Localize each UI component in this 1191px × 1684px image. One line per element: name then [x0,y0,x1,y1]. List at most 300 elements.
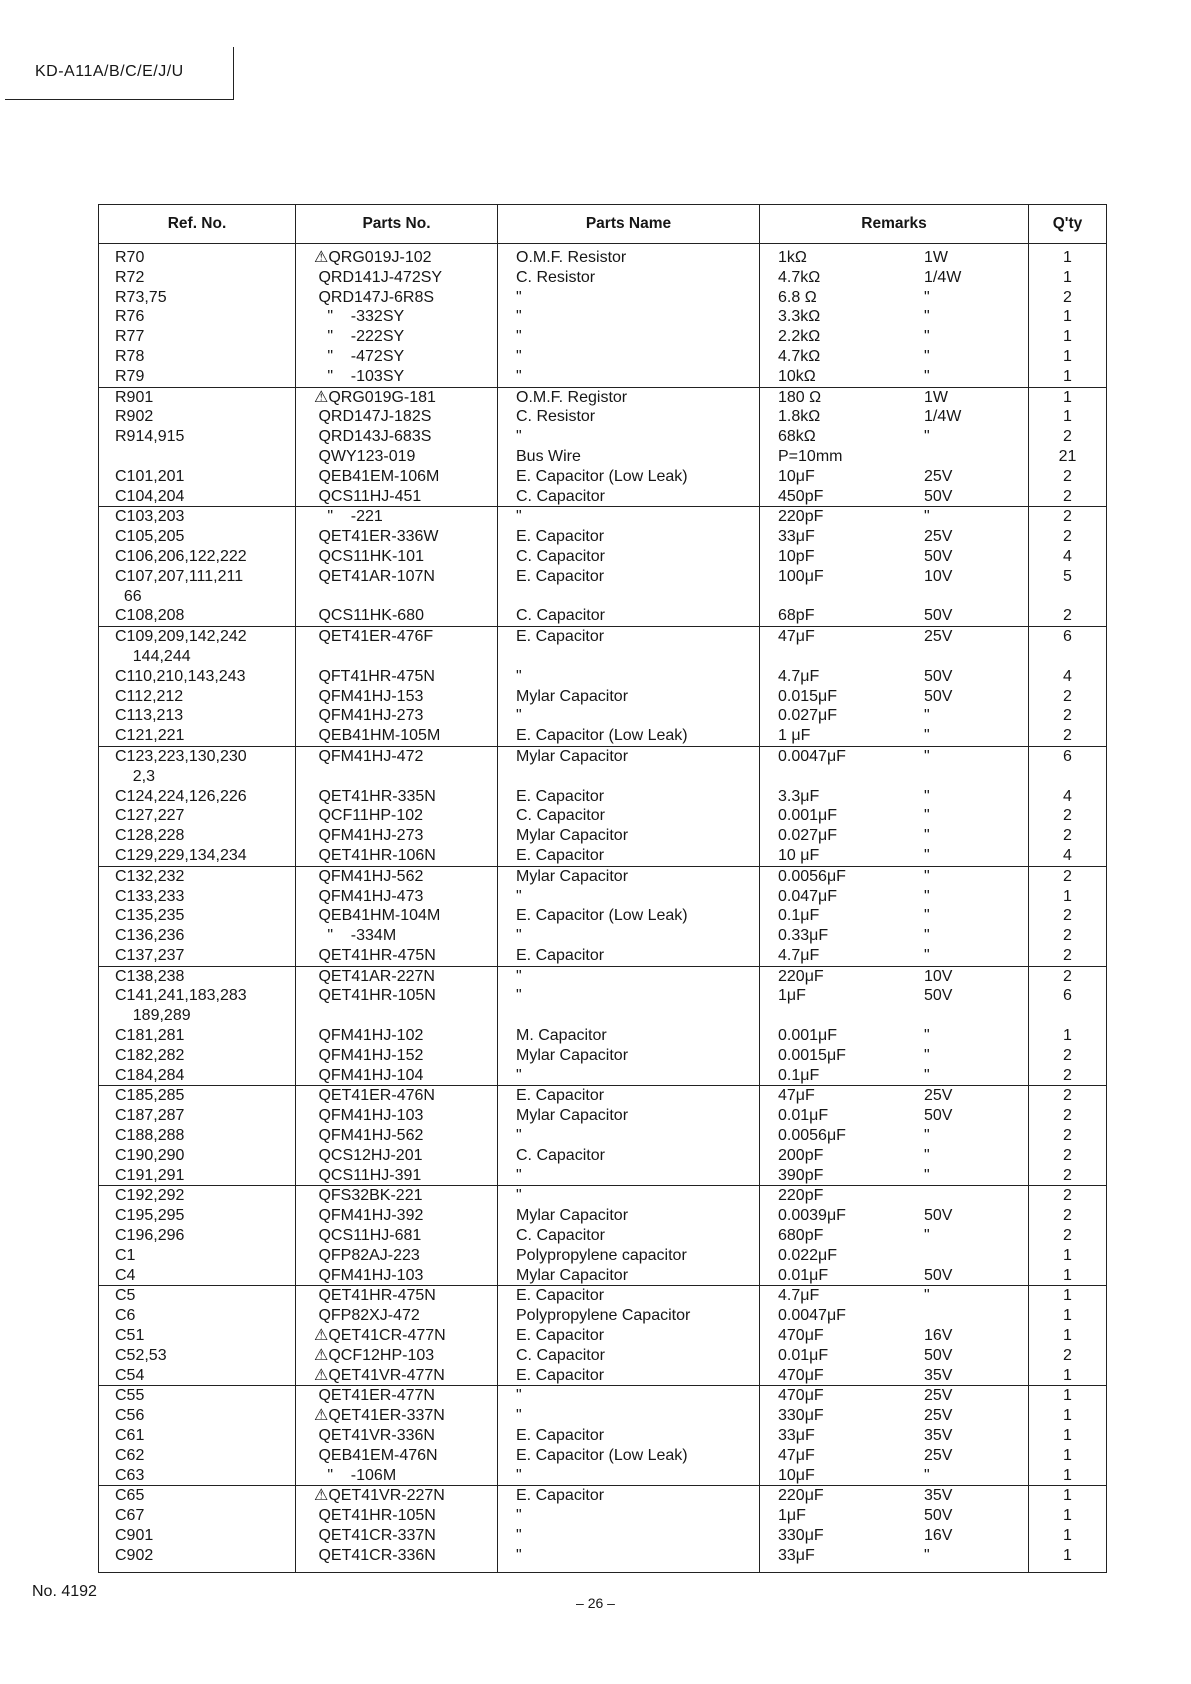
remarks-value: 33μF [778,528,815,546]
parts-name-cell: Mylar Capacitor [498,746,760,786]
remarks-value: 0.33μF [778,927,829,945]
remarks-rating: 50V [924,987,953,1005]
table-row [99,1406,1107,1426]
remarks-value: 0.001μF [778,807,838,825]
parts-no-cell: QFM41HJ-273 [296,706,498,726]
remarks-value: 10μF [778,1466,815,1484]
remarks-rating: " [924,1146,930,1164]
parts-name-cell: C. Capacitor [498,547,760,567]
ref-no-cell: C103,203 [99,507,296,527]
parts-name-cell: E. Capacitor [498,1086,760,1106]
parts-no-cell: ⚠QRG019G-181 [296,387,498,407]
parts-name-cell: C. Capacitor [498,1226,760,1246]
remarks-cell [760,487,1029,507]
remarks-value: 0.1μF [778,907,820,925]
ref-no-cell: C110,210,143,243 [99,667,296,687]
remarks-rating: " [924,367,930,385]
remarks-cell [760,627,1029,667]
table-row [99,726,1107,746]
qty-cell: 2 [1029,826,1107,846]
ref-no-cell: C185,285 [99,1086,296,1106]
qty-cell: 1 [1029,1286,1107,1306]
parts-no-cell: ⚠QET41CR-477N [296,1326,498,1346]
parts-name-cell: " [498,966,760,986]
remarks-rating: 50V [924,1207,953,1225]
ref-no-cell: C109,209,142,242 144,244 [99,627,296,667]
parts-name-cell: Mylar Capacitor [498,687,760,707]
ref-no-cell: C63 [99,1466,296,1486]
remarks-value: 470μF [778,1387,824,1405]
parts-name-cell: " [498,1386,760,1406]
table-row [99,667,1107,687]
parts-name-cell: C. Capacitor [498,1146,760,1166]
parts-name-cell: " [498,1406,760,1426]
qty-cell: 2 [1029,806,1107,826]
remarks-cell [760,1466,1029,1486]
parts-name-cell: " [498,367,760,387]
parts-name-cell: Mylar Capacitor [498,826,760,846]
qty-cell: 1 [1029,244,1107,268]
parts-no-cell: " -472SY [296,347,498,367]
ref-no-cell: R78 [99,347,296,367]
remarks-cell [760,527,1029,547]
parts-no-cell: QET41HR-106N [296,846,498,866]
model-box [5,47,234,100]
qty-cell: 4 [1029,667,1107,687]
table-row [99,1226,1107,1246]
remarks-rating: 35V [924,1487,953,1505]
qty-cell: 1 [1029,1246,1107,1266]
qty-cell: 1 [1029,327,1107,347]
parts-no-cell: QFM41HJ-152 [296,1046,498,1066]
remarks-rating: " [924,508,930,526]
remarks-cell [760,687,1029,707]
remarks-rating: 35V [924,1427,953,1445]
remarks-rating: 50V [924,1507,953,1525]
parts-name-cell: E. Capacitor [498,946,760,966]
remarks-value: 4.7μF [778,946,820,964]
parts-name-cell: Mylar Capacitor [498,1266,760,1286]
parts-name-cell: C. Resistor [498,268,760,288]
remarks-rating: " [924,927,930,945]
parts-no-cell: QET41HR-105N [296,1506,498,1526]
parts-name-cell: Polypropylene capacitor [498,1246,760,1266]
qty-cell: 1 [1029,268,1107,288]
remarks-value: 0.01μF [778,1107,829,1125]
parts-no-cell: ⚠QRG019J-102 [296,244,498,268]
parts-no-cell: QRD141J-472SY [296,268,498,288]
remarks-value: 6.8 Ω [778,288,817,306]
parts-name-cell: C. Resistor [498,407,760,427]
parts-no-cell: QCS11HJ-451 [296,487,498,507]
parts-name-cell: E. Capacitor [498,1486,760,1506]
ref-no-cell: C65 [99,1486,296,1506]
parts-name-cell: " [498,507,760,527]
remarks-value: 0.047μF [778,887,838,905]
remarks-cell [760,1486,1029,1506]
table-row [99,1206,1107,1226]
qty-cell: 2 [1029,706,1107,726]
remarks-value: 1μF [778,1507,806,1525]
table-row [99,467,1107,487]
parts-no-cell: QFM41HJ-153 [296,687,498,707]
remarks-rating: " [924,428,930,446]
parts-name-cell: " [498,1066,760,1086]
ref-no-cell: R902 [99,407,296,427]
remarks-value: 0.027μF [778,707,838,725]
remarks-value: 1μF [778,987,806,1005]
remarks-rating: 50V [924,1346,953,1364]
remarks-rating: 25V [924,1407,953,1425]
table-row [99,706,1107,726]
remarks-rating: " [924,347,930,365]
ref-no-cell: C123,223,130,230 2,3 [99,746,296,786]
parts-no-cell: QFM41HJ-103 [296,1106,498,1126]
qty-cell: 2 [1029,1346,1107,1366]
remarks-value: 68pF [778,607,815,625]
remarks-rating: 50V [924,1266,953,1284]
remarks-value: 220pF [778,508,824,526]
table-row [99,1146,1107,1166]
remarks-cell [760,926,1029,946]
qty-cell: 1 [1029,1546,1107,1572]
parts-name-cell: Mylar Capacitor [498,1046,760,1066]
ref-no-cell: R70 [99,244,296,268]
table-row [99,1486,1107,1506]
remarks-value: 0.022μF [778,1246,838,1264]
parts-name-cell: E. Capacitor [498,567,760,607]
remarks-value: 0.01μF [778,1346,829,1364]
remarks-rating: " [924,328,930,346]
table-row [99,1066,1107,1086]
remarks-cell [760,1146,1029,1166]
remarks-value: 4.7μF [778,1287,820,1305]
remarks-rating: 16V [924,1527,953,1544]
remarks-rating: 50V [924,1107,953,1125]
parts-no-cell: QRD147J-182S [296,407,498,427]
table-row [99,926,1107,946]
parts-name-cell: O.M.F. Registor [498,387,760,407]
ref-no-cell: C181,281 [99,1026,296,1046]
remarks-cell [760,1446,1029,1466]
qty-cell: 2 [1029,1106,1107,1126]
table-row [99,367,1107,387]
remarks-cell [760,1386,1029,1406]
parts-no-cell: QFM41HJ-102 [296,1026,498,1046]
remarks-cell [760,726,1029,746]
qty-cell: 1 [1029,1446,1107,1466]
remarks-cell [760,826,1029,846]
qty-cell: 6 [1029,986,1107,1026]
qty-cell: 4 [1029,787,1107,807]
ref-no-cell: R914,915 [99,427,296,447]
parts-no-cell: QFM41HJ-562 [296,866,498,886]
qty-cell: 2 [1029,606,1107,626]
remarks-cell [760,906,1029,926]
remarks-value: 47μF [778,1446,815,1464]
remarks-value: 1.8kΩ [778,408,821,426]
qty-cell: 1 [1029,1366,1107,1386]
qty-cell: 2 [1029,1066,1107,1086]
ref-no-cell: C190,290 [99,1146,296,1166]
remarks-cell [760,567,1029,607]
table-header-row [99,205,1107,244]
remarks-cell [760,1546,1029,1572]
parts-name-cell: " [498,1466,760,1486]
ref-no-cell: C101,201 [99,467,296,487]
remarks-value: 390pF [778,1166,824,1184]
table-row [99,787,1107,807]
remarks-value: 100μF [778,567,824,585]
remarks-value: 10 μF [778,846,820,864]
parts-no-cell: QCS12HJ-201 [296,1146,498,1166]
remarks-cell [760,467,1029,487]
qty-cell: 1 [1029,387,1107,407]
ref-no-cell: R76 [99,307,296,327]
table-row [99,244,1107,268]
table-row [99,1506,1107,1526]
parts-no-cell: QEB41EM-476N [296,1446,498,1466]
remarks-rating: 10V [924,967,953,985]
parts-name-cell: E. Capacitor [498,627,760,667]
remarks-value: 4.7kΩ [778,347,821,365]
parts-name-cell: " [498,288,760,308]
remarks-cell [760,1246,1029,1266]
ref-no-cell: C192,292 [99,1186,296,1206]
qty-cell: 1 [1029,1486,1107,1506]
parts-no-cell: ⚠QCF12HP-103 [296,1346,498,1366]
remarks-cell [760,507,1029,527]
remarks-value: 47μF [778,1087,815,1105]
remarks-cell [760,1066,1029,1086]
ref-no-cell: R79 [99,367,296,387]
qty-cell: 2 [1029,1086,1107,1106]
table-row [99,846,1107,866]
remarks-cell [760,667,1029,687]
remarks-value: 330μF [778,1527,824,1544]
table-row [99,1446,1107,1466]
parts-no-cell: QFT41HR-475N [296,667,498,687]
parts-no-cell: " -221 [296,507,498,527]
ref-no-cell: C56 [99,1406,296,1426]
remarks-rating: 25V [924,1387,953,1405]
parts-no-cell: QEB41HM-105M [296,726,498,746]
qty-cell: 2 [1029,926,1107,946]
table-row [99,1386,1107,1406]
qty-cell: 2 [1029,427,1107,447]
col-header-qty: Q'ty [1029,205,1107,244]
ref-no-cell: C138,238 [99,966,296,986]
remarks-cell [760,1266,1029,1286]
parts-name-cell: E. Capacitor [498,1286,760,1306]
page-number: – 26 – [576,1595,615,1611]
parts-name-cell: " [498,986,760,1026]
parts-no-cell: QET41HR-105N [296,986,498,1026]
remarks-rating: 1W [924,388,948,406]
qty-cell: 2 [1029,1126,1107,1146]
table-row [99,1526,1107,1546]
ref-no-cell: C196,296 [99,1226,296,1246]
remarks-cell [760,1106,1029,1126]
parts-name-cell: E. Capacitor [498,1366,760,1386]
remarks-value: 33μF [778,1546,815,1564]
qty-cell: 1 [1029,1326,1107,1346]
remarks-value: 0.0047μF [778,747,846,765]
remarks-cell [760,1046,1029,1066]
remarks-cell [760,244,1029,268]
parts-no-cell: QET41ER-476F [296,627,498,667]
remarks-rating: " [924,1466,930,1484]
qty-cell: 1 [1029,1526,1107,1546]
remarks-value: 3.3kΩ [778,308,821,326]
table-row [99,527,1107,547]
qty-cell: 2 [1029,726,1107,746]
table-row [99,407,1107,427]
table-row [99,906,1107,926]
parts-name-cell: " [498,347,760,367]
table-row [99,1366,1107,1386]
parts-no-cell: QET41ER-477N [296,1386,498,1406]
parts-name-cell: " [498,1546,760,1572]
qty-cell: 1 [1029,307,1107,327]
parts-name-cell: O.M.F. Resistor [498,244,760,268]
remarks-cell [760,986,1029,1026]
remarks-cell [760,268,1029,288]
remarks-cell [760,746,1029,786]
remarks-rating: 1/4W [924,268,962,286]
table-row [99,487,1107,507]
qty-cell: 2 [1029,1146,1107,1166]
table-row [99,268,1107,288]
parts-name-cell: C. Capacitor [498,1346,760,1366]
qty-cell: 1 [1029,1426,1107,1446]
parts-no-cell: " -334M [296,926,498,946]
qty-cell: 2 [1029,946,1107,966]
parts-no-cell: QCS11HK-101 [296,547,498,567]
remarks-cell [760,447,1029,467]
remarks-rating: 25V [924,528,953,546]
qty-cell: 2 [1029,487,1107,507]
qty-cell: 2 [1029,1166,1107,1186]
remarks-value: 10pF [778,547,815,565]
remarks-cell [760,1186,1029,1206]
table-row [99,1086,1107,1106]
parts-no-cell: QRD147J-6R8S [296,288,498,308]
parts-no-cell: QET41VR-336N [296,1426,498,1446]
remarks-rating: " [924,846,930,864]
remarks-cell [760,1306,1029,1326]
parts-no-cell: QFP82AJ-223 [296,1246,498,1266]
ref-no-cell: C132,232 [99,866,296,886]
remarks-cell [760,1086,1029,1106]
remarks-rating: " [924,1046,930,1064]
remarks-cell [760,787,1029,807]
remarks-rating: " [924,907,930,925]
table-row [99,1026,1107,1046]
ref-no-cell: C106,206,122,222 [99,547,296,567]
remarks-value: 0.0056μF [778,1127,846,1145]
table-row [99,547,1107,567]
remarks-cell [760,606,1029,626]
parts-name-cell: Bus Wire [498,447,760,467]
ref-no-cell: C112,212 [99,687,296,707]
table-row [99,1326,1107,1346]
qty-cell: 1 [1029,347,1107,367]
remarks-cell [760,1166,1029,1186]
ref-no-cell: C61 [99,1426,296,1446]
table-row [99,1246,1107,1266]
remarks-cell [760,288,1029,308]
parts-name-cell: E. Capacitor (Low Leak) [498,1446,760,1466]
remarks-value: 47μF [778,628,815,646]
qty-cell: 1 [1029,1306,1107,1326]
parts-name-cell: E. Capacitor [498,527,760,547]
qty-cell: 2 [1029,467,1107,487]
remarks-value: 680pF [778,1227,824,1245]
remarks-cell [760,1026,1029,1046]
qty-cell: 2 [1029,1206,1107,1226]
parts-no-cell: QET41CR-336N [296,1546,498,1572]
remarks-rating: 50V [924,687,953,705]
remarks-cell [760,966,1029,986]
parts-no-cell: QFM41HJ-273 [296,826,498,846]
remarks-rating: 25V [924,1446,953,1464]
table-row [99,507,1107,527]
remarks-rating: 35V [924,1366,953,1384]
parts-name-cell: " [498,1506,760,1526]
parts-no-cell: QFS32BK-221 [296,1186,498,1206]
parts-no-cell: ⚠QET41ER-337N [296,1406,498,1426]
table-row [99,1186,1107,1206]
remarks-value: 3.3μF [778,787,820,805]
table-row [99,866,1107,886]
table-row [99,1126,1107,1146]
remarks-value: 220pF [778,1187,824,1205]
table-row [99,427,1107,447]
remarks-value: 0.0047μF [778,1307,846,1325]
parts-no-cell: " -222SY [296,327,498,347]
ref-no-cell: C108,208 [99,606,296,626]
remarks-cell [760,1286,1029,1306]
remarks-cell [760,367,1029,387]
parts-name-cell: C. Capacitor [498,806,760,826]
table-row [99,447,1107,467]
remarks-rating: " [924,1287,930,1305]
parts-name-cell: Mylar Capacitor [498,1106,760,1126]
remarks-rating: 50V [924,667,953,685]
table-row [99,887,1107,907]
qty-cell: 6 [1029,627,1107,667]
table-row [99,1306,1107,1326]
parts-name-cell: M. Capacitor [498,1026,760,1046]
parts-name-cell: C. Capacitor [498,606,760,626]
remarks-rating: 50V [924,487,953,505]
parts-no-cell: QCS11HJ-681 [296,1226,498,1246]
ref-no-cell: C187,287 [99,1106,296,1126]
remarks-rating: " [924,1027,930,1045]
ref-no-cell: C182,282 [99,1046,296,1066]
remarks-value: 0.027μF [778,827,838,845]
qty-cell: 2 [1029,527,1107,547]
ref-no-cell: C137,237 [99,946,296,966]
table-row [99,606,1107,626]
table-row [99,1286,1107,1306]
remarks-cell [760,387,1029,407]
remarks-rating: " [924,707,930,725]
parts-no-cell: QET41HR-335N [296,787,498,807]
remarks-value: 470μF [778,1327,824,1345]
remarks-cell [760,1126,1029,1146]
